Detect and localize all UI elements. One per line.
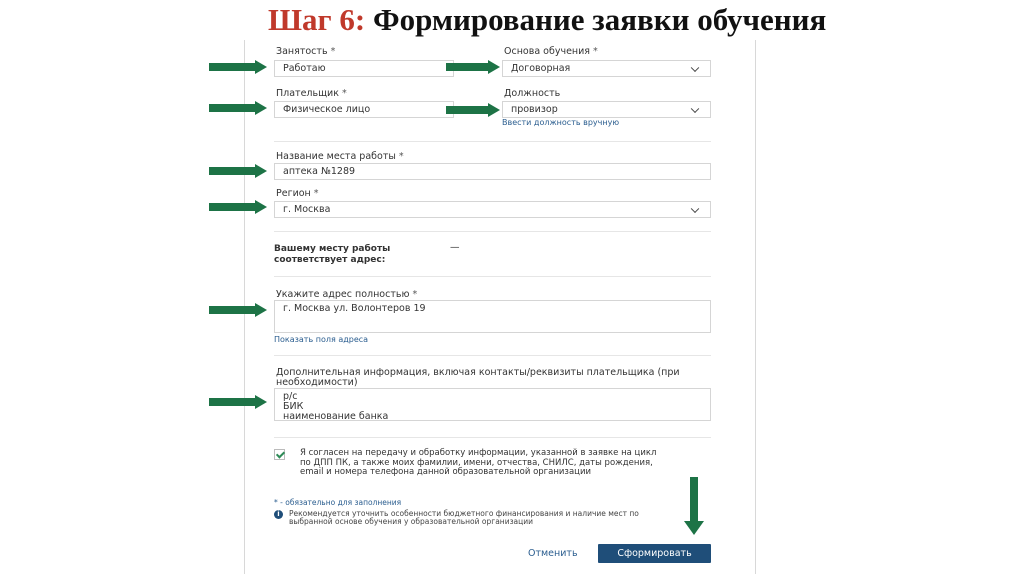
required-note: * - обязательно для заполнения	[274, 498, 402, 507]
section-divider	[274, 355, 711, 356]
section-divider	[274, 276, 711, 277]
employment-label: Занятость *	[276, 46, 336, 57]
section-divider	[274, 231, 711, 232]
title-text: Формирование заявки обучения	[372, 2, 827, 37]
address-match-value: —	[450, 242, 460, 253]
arrow-right-icon	[209, 303, 267, 317]
study-basis-value: Договорная	[511, 63, 571, 74]
region-label: Регион *	[276, 188, 319, 199]
chevron-down-icon	[691, 104, 699, 112]
arrow-right-icon	[209, 200, 267, 214]
enter-position-manually-link[interactable]: Ввести должность вручную	[502, 118, 620, 127]
position-select[interactable]	[502, 101, 711, 118]
additional-info-input[interactable]: р/с БИК наименование банка	[274, 388, 711, 421]
consent-checkbox[interactable]	[274, 449, 285, 460]
chevron-down-icon	[691, 63, 699, 71]
arrow-right-icon	[209, 101, 267, 115]
arrow-right-icon	[209, 395, 267, 409]
show-address-fields-link[interactable]: Показать поля адреса	[274, 335, 369, 344]
address-match-label: Вашему месту работы соответствует адрес:	[274, 244, 391, 265]
additional-info-label: Дополнительная информация, включая контакты/реквизиты плательщика (при необходимости)	[276, 367, 680, 388]
position-value: провизор	[511, 104, 558, 115]
employment-value: Работаю	[283, 63, 326, 74]
position-label: Должность	[504, 88, 561, 99]
region-value: г. Москва	[283, 204, 331, 215]
form-right-border	[755, 40, 756, 574]
recommendation-text: Рекомендуется уточнить особенности бюджетного финансирования и наличие мест по выбранной основе обучения у образовательной организации	[289, 509, 639, 526]
slide-title	[268, 2, 826, 38]
payer-value: Физическое лицо	[283, 104, 371, 115]
workplace-label: Название места работы *	[276, 151, 404, 162]
submit-button[interactable]: Сформировать	[598, 544, 711, 563]
full-address-input[interactable]: г. Москва ул. Волонтеров 19	[274, 300, 711, 333]
payer-label: Плательщик *	[276, 88, 347, 99]
cancel-button[interactable]: Отменить	[528, 548, 578, 559]
study-basis-label: Основа обучения *	[504, 46, 598, 57]
study-basis-select[interactable]	[502, 60, 711, 77]
chevron-down-icon	[691, 204, 699, 212]
section-divider	[274, 141, 711, 142]
region-select[interactable]	[274, 201, 711, 218]
arrow-right-icon	[446, 103, 500, 117]
info-icon: i	[274, 510, 283, 519]
payer-select[interactable]	[274, 101, 454, 118]
section-divider	[274, 437, 711, 438]
arrow-right-icon	[209, 60, 267, 74]
employment-select[interactable]	[274, 60, 454, 77]
consent-text: Я согласен на передачу и обработку информации, указанной в заявке на цикл по ДПП ПК, а также моих фамилии, имени, отчества, СНИЛС, даты рождения, email и номера телефона данной образовательной организации	[300, 448, 657, 477]
checkbox-checked-icon	[276, 449, 285, 458]
arrow-right-icon	[209, 164, 267, 178]
workplace-input[interactable]	[274, 163, 711, 180]
workplace-value: аптека №1289	[283, 166, 356, 177]
title-step: Шаг 6:	[268, 2, 366, 37]
arrow-down-icon	[684, 477, 704, 536]
full-address-label: Укажите адрес полностью *	[276, 289, 418, 300]
arrow-right-icon	[446, 60, 500, 74]
